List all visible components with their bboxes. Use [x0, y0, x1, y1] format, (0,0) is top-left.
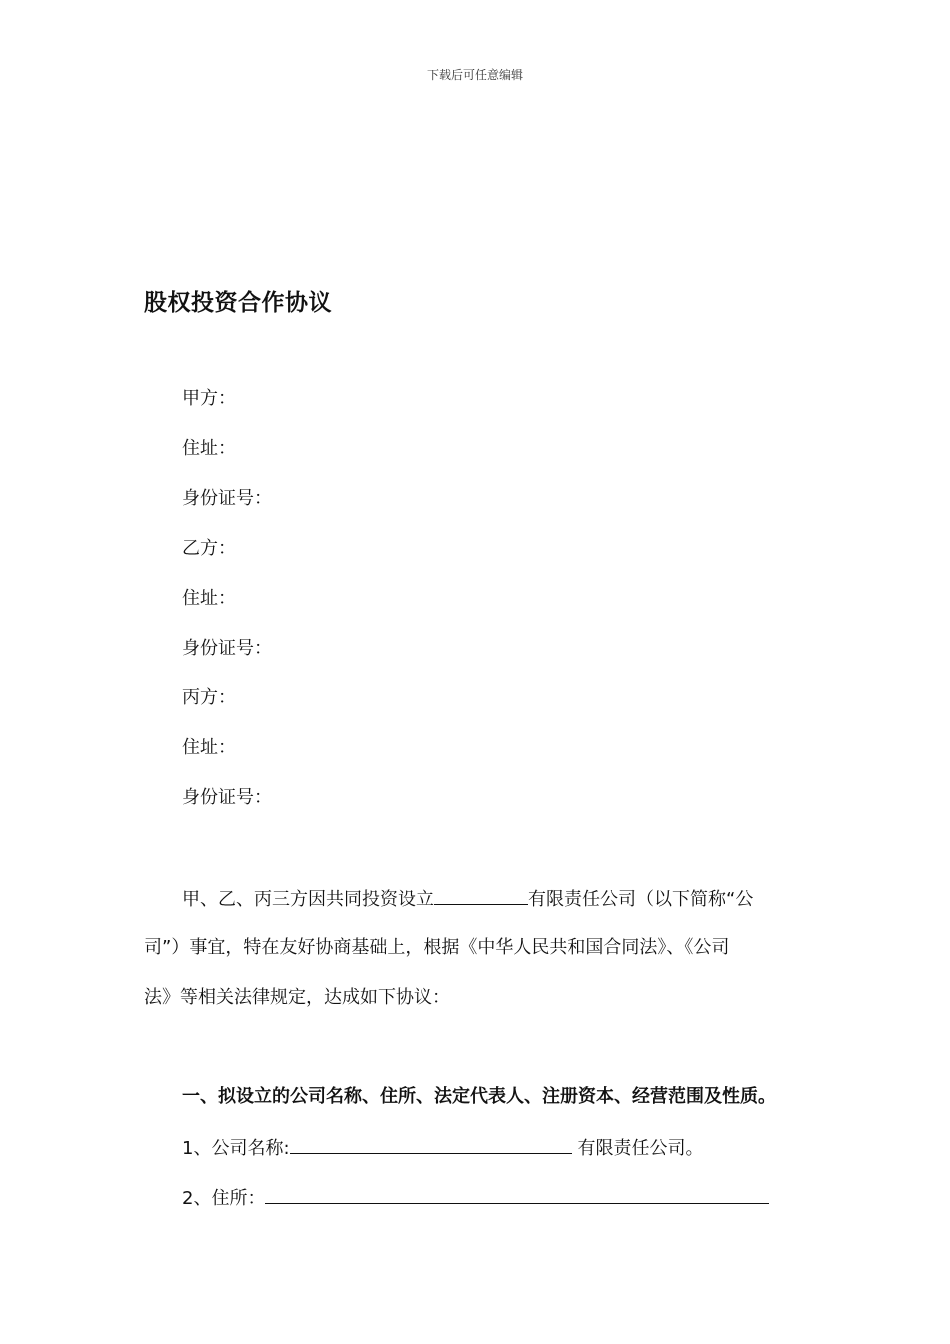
item-2-label: 2、住所：	[182, 1188, 266, 1209]
preamble-line-2: 司”）事宜，特在友好协商基础上，根据《中华人民共和国合同法》、《公司	[144, 937, 730, 958]
party-b-address-label: 住址：	[182, 588, 236, 609]
party-a-label: 甲方：	[182, 388, 236, 409]
preamble-text-after-blank: 有限责任公司（以下简称“公	[528, 889, 754, 910]
item-2-blank	[265, 1185, 769, 1204]
party-a-id-label: 身份证号：	[182, 488, 272, 509]
party-a-address-label: 住址：	[182, 438, 236, 459]
header-note: 下载后可任意编辑	[426, 68, 523, 82]
party-c-label: 丙方：	[182, 687, 236, 708]
item-1-suffix: 有限责任公司。	[577, 1138, 704, 1159]
item-2-address	[182, 1185, 769, 1211]
party-c-id-label: 身份证号：	[182, 787, 272, 808]
item-1-label: 1、公司名称:	[182, 1138, 290, 1159]
party-c-address-label: 住址：	[182, 737, 236, 758]
item-1-blank	[290, 1135, 572, 1154]
preamble-line-3: 法》等相关法律规定，达成如下协议：	[144, 987, 450, 1008]
item-1-company-name	[182, 1135, 704, 1161]
preamble-text-before-blank: 甲、乙、丙三方因共同投资设立	[182, 889, 434, 910]
party-b-id-label: 身份证号：	[182, 638, 272, 659]
company-name-blank	[434, 886, 528, 905]
party-b-label: 乙方：	[182, 538, 236, 559]
preamble-line-1	[144, 886, 809, 912]
section-1-heading: 一、拟设立的公司名称、住所、法定代表人、注册资本、经营范围及性质。	[182, 1086, 776, 1107]
document-title: 股权投资合作协议	[144, 290, 332, 316]
